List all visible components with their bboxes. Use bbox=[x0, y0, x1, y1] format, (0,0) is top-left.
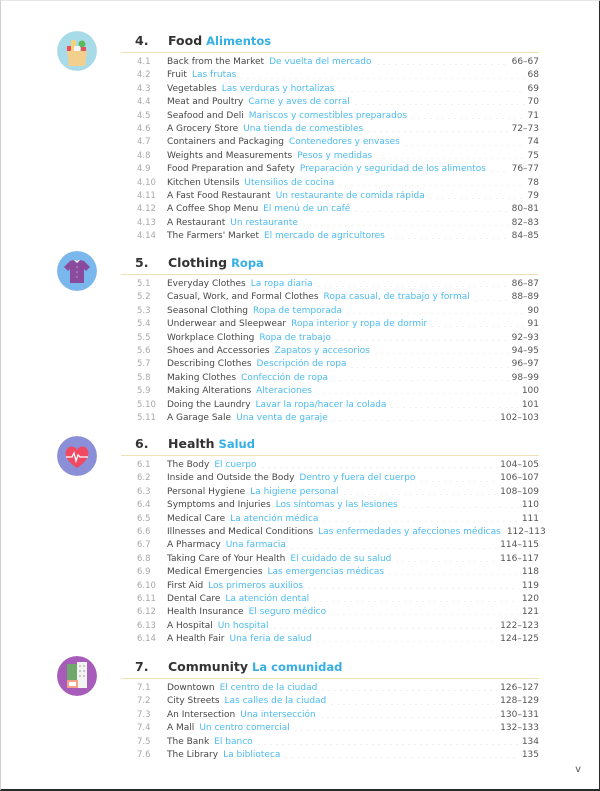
dot-leader bbox=[342, 494, 498, 495]
unit-title-en: Food bbox=[168, 33, 203, 48]
dot-leader bbox=[337, 91, 524, 92]
lesson-title-es: Dentro y fuera del cuerpo bbox=[299, 473, 416, 484]
dot-leader bbox=[316, 286, 509, 287]
unit-title-en: Clothing bbox=[168, 255, 228, 270]
lesson-row[interactable] bbox=[121, 399, 539, 412]
lesson-pages: 114–115 bbox=[500, 540, 539, 551]
lesson-title-es: Las emergencias médicas bbox=[267, 567, 385, 578]
lesson-title-es: Una venta de garaje bbox=[236, 412, 328, 423]
lesson-number: 7.6 bbox=[137, 749, 151, 760]
lesson-number: 4.6 bbox=[137, 123, 151, 134]
lesson-title-en[interactable]: A Pharmacy bbox=[167, 540, 221, 551]
lesson-number: 5.3 bbox=[137, 305, 151, 316]
lesson-title-en[interactable]: A Health Fair bbox=[167, 634, 225, 645]
lesson-number: 7.4 bbox=[137, 723, 151, 734]
lesson-row[interactable] bbox=[121, 580, 539, 593]
lesson-row[interactable] bbox=[121, 69, 539, 82]
lesson-number: 4.5 bbox=[137, 110, 151, 121]
lesson-title-es: Una tienda de comestibles bbox=[243, 123, 364, 134]
lesson-title-es: Las verduras y hortalizas bbox=[221, 83, 335, 94]
dot-leader bbox=[283, 757, 518, 758]
lesson-title-es: Las frutas bbox=[191, 70, 237, 81]
lesson-title-es: El seguro médico bbox=[248, 607, 327, 618]
lesson-title-en[interactable]: Seasonal Clothing bbox=[167, 305, 248, 316]
dot-leader bbox=[418, 481, 497, 482]
lesson-row[interactable] bbox=[121, 217, 539, 230]
lesson-row[interactable] bbox=[121, 526, 546, 539]
lesson-list bbox=[121, 459, 546, 646]
lesson-pages: 116–117 bbox=[500, 553, 539, 564]
lesson-title-es: Una intersección bbox=[240, 709, 316, 720]
lesson-pages: 135 bbox=[521, 749, 539, 760]
lesson-number: 5.4 bbox=[137, 319, 151, 330]
lesson-number: 6.10 bbox=[137, 580, 156, 591]
dot-leader bbox=[375, 64, 509, 65]
lesson-row[interactable] bbox=[121, 278, 539, 291]
lesson-number: 6.3 bbox=[137, 486, 151, 497]
lesson-title-es: Contenedores y envases bbox=[289, 137, 400, 148]
dot-leader bbox=[428, 198, 525, 199]
lesson-pages: 86–87 bbox=[511, 279, 539, 289]
lesson-title-en[interactable]: The Farmers' Market bbox=[167, 231, 259, 242]
unit-title-en: Health bbox=[168, 436, 215, 451]
dot-leader bbox=[306, 588, 519, 589]
lesson-row[interactable] bbox=[121, 459, 539, 472]
lesson-number: 5.6 bbox=[137, 345, 151, 356]
lesson-title-en[interactable]: Containers and Packaging bbox=[167, 137, 285, 148]
dot-leader bbox=[320, 690, 497, 691]
lesson-row[interactable] bbox=[121, 123, 539, 136]
lesson-row[interactable] bbox=[121, 358, 539, 371]
unit-title bbox=[168, 659, 342, 674]
lesson-row[interactable] bbox=[121, 345, 539, 358]
lesson-title-es: Ropa de trabajo bbox=[259, 332, 331, 343]
lesson-title-es: Zapatos y accesorios bbox=[274, 345, 370, 356]
lesson-title-es: La biblioteca bbox=[223, 749, 281, 760]
unit-title-es: Alimentos bbox=[206, 34, 272, 48]
dot-leader bbox=[337, 185, 524, 186]
lesson-number: 7.2 bbox=[137, 696, 151, 707]
lesson-pages: 134 bbox=[521, 736, 539, 747]
dot-leader bbox=[410, 118, 525, 119]
dot-leader bbox=[473, 300, 509, 301]
lesson-title-es: Pesos y medidas bbox=[297, 150, 373, 161]
lesson-title-es: Confección de ropa bbox=[241, 372, 329, 383]
lesson-title-es: Descripción de ropa bbox=[256, 359, 347, 370]
lesson-title-es: Mariscos y comestibles preparados bbox=[248, 110, 408, 121]
dot-leader bbox=[272, 628, 498, 629]
lesson-number: 5.8 bbox=[137, 372, 151, 383]
lesson-row[interactable] bbox=[121, 332, 539, 345]
lesson-row[interactable] bbox=[121, 230, 539, 243]
lesson-title-en[interactable]: Seafood and Deli bbox=[167, 110, 244, 121]
lesson-row[interactable] bbox=[121, 110, 539, 123]
lesson-title-en[interactable]: A Garage Sale bbox=[167, 412, 232, 423]
lesson-number: 5.7 bbox=[137, 359, 151, 370]
lesson-title-es: El banco bbox=[214, 736, 253, 747]
lesson-row[interactable] bbox=[121, 709, 539, 722]
dot-leader bbox=[401, 507, 519, 508]
lesson-row[interactable] bbox=[121, 150, 539, 163]
lesson-number: 5.5 bbox=[137, 332, 151, 343]
dot-leader bbox=[349, 367, 508, 368]
lesson-title-es: Ropa de temporada bbox=[252, 305, 343, 316]
lesson-pages: 91 bbox=[527, 319, 539, 330]
lesson-title-en[interactable]: First Aid bbox=[167, 580, 204, 591]
lesson-number: 4.3 bbox=[137, 83, 151, 94]
lesson-pages: 126–127 bbox=[500, 683, 539, 693]
lesson-row[interactable] bbox=[121, 305, 539, 318]
lesson-number: 7.3 bbox=[137, 709, 151, 720]
lesson-row[interactable] bbox=[121, 291, 539, 304]
lesson-title-es: El menú de un café bbox=[263, 204, 351, 215]
unit-number: 5. bbox=[135, 255, 149, 270]
lesson-pages: 132–133 bbox=[500, 723, 539, 734]
lesson-list bbox=[121, 278, 539, 425]
lesson-row[interactable] bbox=[121, 606, 539, 619]
lesson-pages: 102–103 bbox=[500, 412, 539, 423]
lesson-number: 5.2 bbox=[137, 292, 151, 303]
lesson-title-es: Ropa interior y ropa de dormir bbox=[291, 319, 428, 330]
lesson-pages: 74 bbox=[527, 137, 539, 148]
lesson-row[interactable] bbox=[121, 412, 539, 425]
lesson-title-en[interactable]: The Body bbox=[167, 460, 210, 470]
lesson-row[interactable] bbox=[121, 539, 539, 552]
lesson-title-es: Carne y aves de corral bbox=[248, 97, 350, 108]
lesson-number: 4.9 bbox=[137, 164, 151, 175]
lesson-title-en[interactable]: Medical Care bbox=[167, 513, 226, 524]
lesson-number: 4.2 bbox=[137, 70, 151, 81]
dot-leader bbox=[353, 211, 508, 212]
unit-title-es: Ropa bbox=[231, 256, 264, 270]
lesson-title-es: Un centro comercial bbox=[199, 723, 290, 734]
dot-leader bbox=[315, 393, 519, 394]
lesson-pages: 118 bbox=[521, 567, 539, 578]
lesson-title-es: Utensilios de cocina bbox=[244, 177, 335, 188]
lesson-title-es: Un restaurante bbox=[230, 217, 298, 228]
lesson-number: 4.4 bbox=[137, 97, 151, 108]
dot-leader bbox=[329, 614, 519, 615]
lesson-title-en[interactable]: Fruit bbox=[167, 70, 187, 81]
lesson-title-es: Ropa casual, de trabajo y formal bbox=[323, 292, 470, 303]
lesson-row[interactable] bbox=[121, 163, 539, 176]
lesson-title-en[interactable]: An Intersection bbox=[167, 709, 236, 720]
lesson-row[interactable] bbox=[121, 136, 539, 149]
lesson-number: 6.11 bbox=[137, 593, 156, 604]
lesson-number: 6.13 bbox=[137, 620, 156, 631]
lesson-pages: 76–77 bbox=[511, 164, 539, 175]
lesson-pages: 121 bbox=[521, 607, 539, 618]
lesson-pages: 72–73 bbox=[511, 123, 539, 134]
lesson-row[interactable] bbox=[121, 633, 539, 646]
lesson-row[interactable] bbox=[121, 553, 539, 566]
lesson-pages: 96–97 bbox=[511, 359, 539, 370]
lesson-pages: 69 bbox=[527, 83, 539, 94]
lesson-number: 6.5 bbox=[137, 513, 151, 524]
lesson-pages: 130–131 bbox=[500, 709, 539, 720]
lesson-number: 6.6 bbox=[137, 526, 151, 537]
lesson-pages: 112–113 bbox=[506, 526, 546, 537]
lesson-list bbox=[121, 682, 539, 762]
lesson-row[interactable] bbox=[121, 190, 539, 203]
lesson-pages: 82–83 bbox=[511, 217, 539, 228]
shirt-icon bbox=[57, 251, 97, 291]
lesson-pages: 104–105 bbox=[500, 460, 539, 470]
lesson-number: 6.8 bbox=[137, 553, 151, 564]
lesson-pages: 88–89 bbox=[511, 292, 539, 303]
lesson-title-es: Las enfermedades y afecciones médicas bbox=[318, 526, 501, 537]
dot-leader bbox=[319, 717, 497, 718]
lesson-number: 6.9 bbox=[137, 567, 151, 578]
lesson-row[interactable] bbox=[121, 513, 539, 526]
lesson-number: 4.11 bbox=[137, 190, 156, 201]
dot-leader bbox=[301, 225, 509, 226]
unit-number: 7. bbox=[135, 659, 149, 674]
lesson-row[interactable] bbox=[121, 318, 539, 331]
lesson-row[interactable] bbox=[121, 177, 539, 190]
lesson-row[interactable] bbox=[121, 83, 539, 96]
lesson-pages: 122–123 bbox=[500, 620, 539, 631]
dot-leader bbox=[345, 313, 525, 314]
lesson-title-en[interactable]: The Bank bbox=[167, 736, 210, 747]
dot-leader bbox=[331, 420, 497, 421]
lesson-pages: 70 bbox=[527, 97, 539, 108]
lesson-number: 5.9 bbox=[137, 386, 151, 397]
lesson-title-en[interactable]: Symptoms and Injuries bbox=[167, 500, 271, 511]
lesson-number: 4.7 bbox=[137, 137, 151, 148]
lesson-title-en[interactable]: A Restaurant bbox=[167, 217, 226, 228]
dot-leader bbox=[388, 238, 509, 239]
lesson-title-en[interactable]: Describing Clothes bbox=[167, 359, 252, 370]
lesson-pages: 68 bbox=[527, 70, 539, 81]
dot-leader bbox=[260, 467, 498, 468]
dot-leader bbox=[403, 145, 525, 146]
lesson-number: 5.1 bbox=[137, 279, 151, 289]
lesson-row[interactable] bbox=[121, 749, 539, 762]
lesson-title-en[interactable]: Inside and Outside the Body bbox=[167, 473, 295, 484]
lesson-pages: 100 bbox=[521, 386, 539, 397]
lesson-row[interactable] bbox=[121, 593, 539, 606]
lesson-title-es: El mercado de agricultores bbox=[263, 231, 385, 242]
lesson-title-es: Los primeros auxilios bbox=[208, 580, 304, 591]
lesson-title-en[interactable]: Health Insurance bbox=[167, 607, 244, 618]
lesson-title-es: La atención dental bbox=[225, 593, 310, 604]
lesson-row[interactable] bbox=[121, 56, 539, 69]
unit-heading bbox=[121, 32, 539, 53]
lesson-number: 4.8 bbox=[137, 150, 151, 161]
lesson-title-en[interactable]: Making Clothes bbox=[167, 372, 237, 383]
lesson-pages: 111 bbox=[521, 513, 539, 524]
lesson-pages: 79 bbox=[527, 190, 539, 201]
dot-leader bbox=[375, 158, 524, 159]
lesson-number: 6.14 bbox=[137, 634, 156, 645]
unit-title bbox=[168, 436, 255, 451]
dot-leader bbox=[394, 561, 497, 562]
lesson-row[interactable] bbox=[121, 722, 539, 735]
page-number: v bbox=[575, 764, 581, 775]
lesson-title-en[interactable]: The Library bbox=[167, 749, 219, 760]
dot-leader bbox=[489, 171, 509, 172]
lesson-pages: 120 bbox=[521, 593, 539, 604]
unit-heading bbox=[121, 658, 539, 679]
dot-leader bbox=[373, 353, 509, 354]
lesson-number: 7.1 bbox=[137, 683, 151, 693]
unit-title-es: Salud bbox=[218, 437, 255, 451]
lesson-title-es: La atención médica bbox=[230, 513, 319, 524]
grocery-bag-icon bbox=[57, 31, 97, 71]
lesson-title-es: El centro de la ciudad bbox=[219, 683, 318, 693]
lesson-pages: 108–109 bbox=[500, 486, 539, 497]
lesson-title-en[interactable]: A Grocery Store bbox=[167, 123, 239, 134]
lesson-number: 4.10 bbox=[137, 177, 156, 188]
lesson-number: 5.11 bbox=[137, 412, 156, 423]
lesson-title-en[interactable]: Casual, Work, and Formal Clothes bbox=[167, 292, 319, 303]
lesson-number: 5.10 bbox=[137, 399, 156, 410]
lesson-pages: 98–99 bbox=[511, 372, 539, 383]
dot-leader bbox=[312, 601, 519, 602]
lesson-row[interactable] bbox=[121, 620, 539, 633]
dot-leader bbox=[256, 744, 519, 745]
lesson-title-en[interactable]: Shoes and Accessories bbox=[167, 345, 270, 356]
dot-leader bbox=[389, 407, 518, 408]
unit-title bbox=[168, 33, 271, 48]
lesson-row[interactable] bbox=[121, 736, 539, 749]
lesson-number: 6.2 bbox=[137, 473, 151, 484]
lesson-title-en[interactable]: Vegetables bbox=[167, 83, 217, 94]
lesson-pages: 84–85 bbox=[511, 231, 539, 242]
lesson-title-en[interactable]: Everyday Clothes bbox=[167, 279, 246, 289]
lesson-title-es: Un restaurante de comida rápida bbox=[275, 190, 425, 201]
heartbeat-icon bbox=[57, 436, 97, 476]
dot-leader bbox=[387, 574, 519, 575]
lesson-number: 4.1 bbox=[137, 57, 151, 67]
unit-title bbox=[168, 255, 264, 270]
lesson-pages: 106–107 bbox=[500, 473, 539, 484]
unit-number: 6. bbox=[135, 436, 149, 451]
lesson-row[interactable] bbox=[121, 499, 539, 512]
lesson-pages: 78 bbox=[527, 177, 539, 188]
lesson-row[interactable] bbox=[121, 96, 539, 109]
lesson-title-es: El cuidado de su salud bbox=[290, 553, 392, 564]
lesson-title-en[interactable]: Kitchen Utensils bbox=[167, 177, 240, 188]
lesson-pages: 110 bbox=[521, 500, 539, 511]
lesson-row[interactable] bbox=[121, 385, 539, 398]
lesson-number: 4.13 bbox=[137, 217, 156, 228]
dot-leader bbox=[289, 548, 497, 549]
lesson-title-es: Lavar la ropa/hacer la colada bbox=[255, 399, 387, 410]
dot-leader bbox=[315, 641, 497, 642]
lesson-row[interactable] bbox=[121, 695, 539, 708]
unit-heading bbox=[121, 254, 539, 275]
lesson-pages: 90 bbox=[527, 305, 539, 316]
lesson-title-en[interactable]: Personal Hygiene bbox=[167, 486, 246, 497]
lesson-title-es: Las calles de la ciudad bbox=[224, 696, 327, 707]
lesson-title-en[interactable]: A Mall bbox=[167, 723, 195, 734]
lesson-title-en[interactable]: Taking Care of Your Health bbox=[167, 553, 286, 564]
dot-leader bbox=[321, 521, 518, 522]
lesson-pages: 80–81 bbox=[511, 204, 539, 215]
lesson-title-es: El cuerpo bbox=[214, 460, 257, 470]
dot-leader bbox=[366, 131, 508, 132]
lesson-title-es: Un hospital bbox=[217, 620, 269, 631]
lesson-row[interactable] bbox=[121, 486, 539, 499]
lesson-title-en[interactable]: Meat and Poultry bbox=[167, 97, 244, 108]
lesson-row[interactable] bbox=[121, 472, 539, 485]
lesson-title-en[interactable]: A Fast Food Restaurant bbox=[167, 190, 271, 201]
lesson-pages: 119 bbox=[521, 580, 539, 591]
lesson-title-en[interactable]: Downtown bbox=[167, 683, 215, 693]
dot-leader bbox=[329, 704, 497, 705]
lesson-title-es: Una feria de salud bbox=[229, 634, 312, 645]
lesson-pages: 101 bbox=[521, 399, 539, 410]
lesson-pages: 92–93 bbox=[511, 332, 539, 343]
lesson-title-en[interactable]: City Streets bbox=[167, 696, 220, 707]
lesson-title-en[interactable]: Dental Care bbox=[167, 593, 221, 604]
lesson-title-es: La ropa diaria bbox=[250, 279, 313, 289]
lesson-row[interactable] bbox=[121, 203, 539, 216]
lesson-row[interactable] bbox=[121, 372, 539, 385]
lesson-pages: 94–95 bbox=[511, 345, 539, 356]
lesson-row[interactable] bbox=[121, 682, 539, 695]
dot-leader bbox=[334, 340, 509, 341]
lesson-number: 4.14 bbox=[137, 231, 156, 242]
lesson-number: 6.12 bbox=[137, 607, 156, 618]
lesson-list bbox=[121, 56, 539, 243]
lesson-title-es: Preparación y seguridad de los alimentos bbox=[299, 164, 486, 175]
lesson-title-es: Los síntomas y las lesiones bbox=[275, 500, 398, 511]
unit-number: 4. bbox=[135, 33, 149, 48]
lesson-title-es: Una farmacia bbox=[225, 540, 286, 551]
lesson-title-en[interactable]: A Coffee Shop Menu bbox=[167, 204, 259, 215]
lesson-number: 6.7 bbox=[137, 540, 151, 551]
lesson-title-en[interactable]: Making Alterations bbox=[167, 386, 252, 397]
lesson-pages: 71 bbox=[527, 110, 539, 121]
lesson-pages: 75 bbox=[527, 150, 539, 161]
dot-leader bbox=[239, 78, 524, 79]
unit-title-en: Community bbox=[168, 659, 249, 674]
lesson-title-en[interactable]: A Hospital bbox=[167, 620, 213, 631]
lesson-row[interactable] bbox=[121, 566, 539, 579]
lesson-number: 6.4 bbox=[137, 500, 151, 511]
dot-leader bbox=[293, 730, 497, 731]
lesson-title-en[interactable]: Back from the Market bbox=[167, 57, 265, 67]
dot-leader bbox=[430, 326, 524, 327]
lesson-title-es: La higiene personal bbox=[250, 486, 339, 497]
lesson-title-es: Alteraciones bbox=[256, 386, 312, 397]
lesson-title-en[interactable]: Doing the Laundry bbox=[167, 399, 251, 410]
lesson-title-es: De vuelta del mercado bbox=[269, 57, 372, 67]
unit-heading bbox=[121, 435, 539, 456]
unit-title-es: La comunidad bbox=[252, 660, 343, 674]
lesson-number: 4.12 bbox=[137, 204, 156, 215]
lesson-number: 6.1 bbox=[137, 460, 151, 470]
dot-leader bbox=[353, 104, 525, 105]
lesson-title-en[interactable]: Medical Emergencies bbox=[167, 567, 263, 578]
city-buildings-icon bbox=[57, 656, 97, 696]
lesson-title-en[interactable]: Weights and Measurements bbox=[167, 150, 293, 161]
lesson-title-en[interactable]: Food Preparation and Safety bbox=[167, 164, 295, 175]
lesson-pages: 66–67 bbox=[511, 57, 539, 67]
lesson-title-en[interactable]: Illnesses and Medical Conditions bbox=[167, 526, 314, 537]
lesson-title-en[interactable]: Underwear and Sleepwear bbox=[167, 319, 287, 330]
lesson-pages: 128–129 bbox=[500, 696, 539, 707]
lesson-title-en[interactable]: Workplace Clothing bbox=[167, 332, 255, 343]
lesson-pages: 124–125 bbox=[500, 634, 539, 645]
dot-leader bbox=[331, 380, 509, 381]
lesson-number: 7.5 bbox=[137, 736, 151, 747]
